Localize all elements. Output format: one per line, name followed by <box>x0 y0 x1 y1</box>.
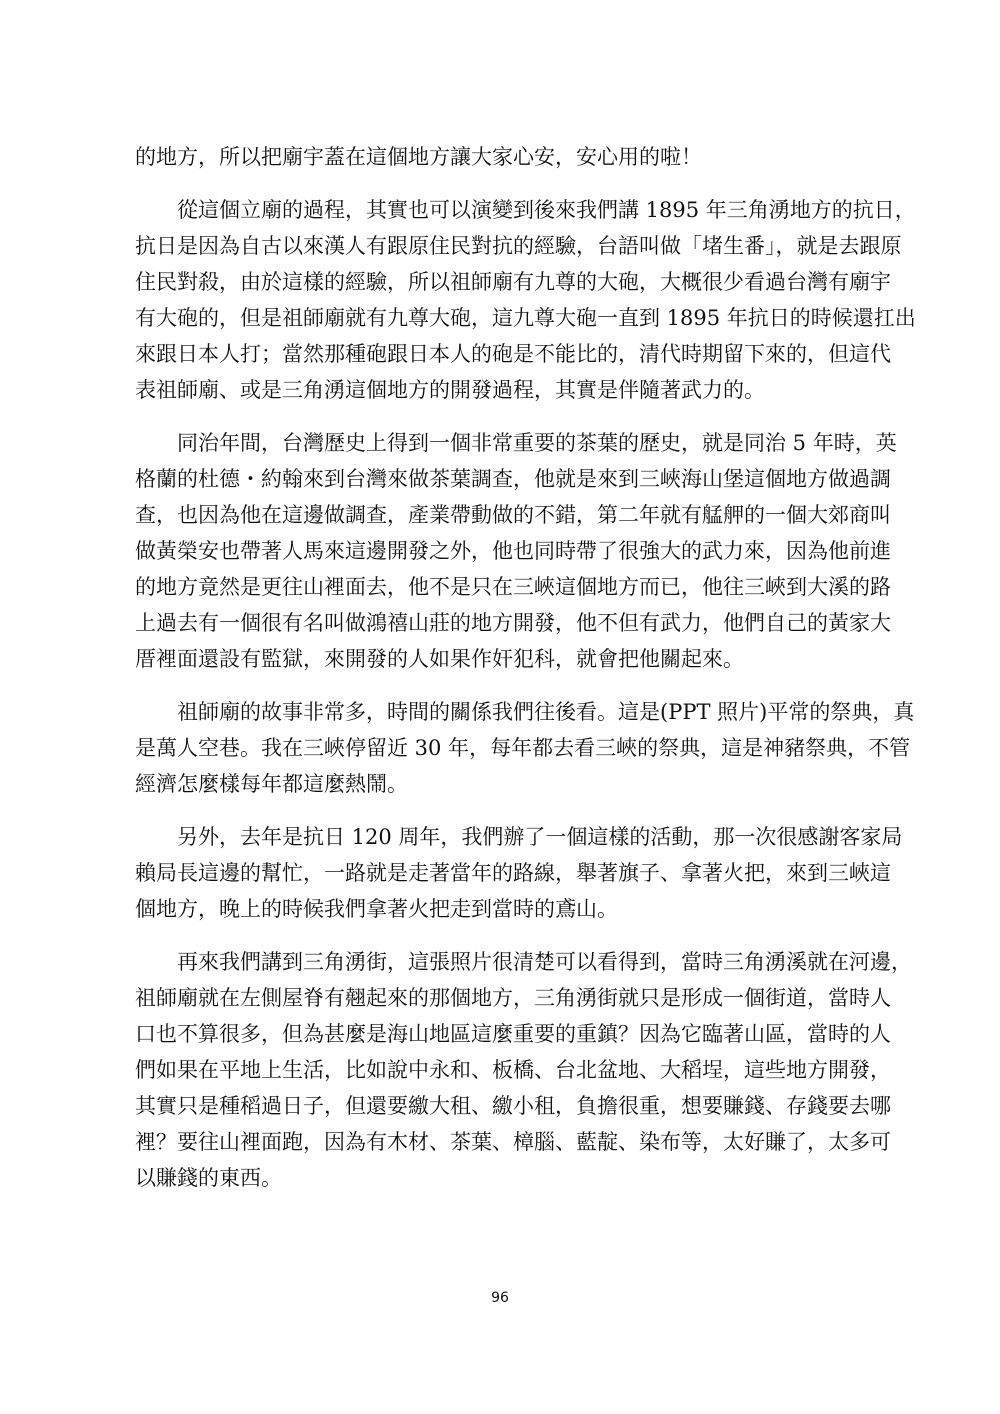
text-line: 格蘭的杜德・約翰來到台灣來做茶葉調查，他就是來到三峽海山堡這個地方做過調 <box>135 467 891 491</box>
text-line: 住民對殺，由於這樣的經驗，所以祖師廟有九尊的大砲，大概很少看過台灣有廟宇 <box>135 270 891 294</box>
text-line: 表祖師廟、或是三角湧這個地方的開發過程，其實是伴隨著武力的。 <box>135 378 765 402</box>
text-line: 另外，去年是抗日 120 周年，我們辦了一個這樣的活動，那一次很感謝客家局 <box>177 825 903 849</box>
paragraph-gap <box>135 802 867 819</box>
text-line: 們如果在平地上生活，比如說中永和、板橋、台北盆地、大稻埕，這些地方開發， <box>135 1058 891 1082</box>
text-line: 同治年間，台灣歷史上得到一個非常重要的茶葉的歷史，就是同治 5 年時，英 <box>177 431 897 455</box>
paragraph-3 <box>135 425 897 677</box>
paragraph-gap <box>135 927 867 944</box>
paragraph-4 <box>135 694 915 802</box>
text-line: 上過去有一個很有名叫做鴻禧山莊的地方開發，他不但有武力，他們自己的黃家大 <box>135 611 891 635</box>
paragraph-gap <box>135 677 867 694</box>
paragraph-6 <box>135 944 912 1196</box>
text-line: 做黃榮安也帶著人馬來這邊開發之外，他也同時帶了很強大的武力來，因為他前進 <box>135 539 891 563</box>
text-line: 經濟怎麼樣每年都這麼熱鬧。 <box>135 772 408 796</box>
text-line: 的地方竟然是更往山裡面去，他不是只在三峽這個地方而已，他往三峽到大溪的路 <box>135 575 891 599</box>
text-line: 從這個立廟的過程，其實也可以演變到後來我們講 1895 年三角湧地方的抗日， <box>177 198 916 222</box>
text-line: 厝裡面還設有監獄，來開發的人如果作奸犯科，就會把他關起來。 <box>135 647 744 671</box>
text-line: 的地方，所以把廟宇蓋在這個地方讓大家心安，安心用的啦！ <box>135 145 702 169</box>
text-line: 再來我們講到三角湧街，這張照片很清楚可以看得到，當時三角湧溪就在河邊， <box>177 950 912 974</box>
page-number: 96 <box>491 1290 509 1306</box>
text-line: 其實只是種稻過日子，但還要繳大租、繳小租，負擔很重，想要賺錢、存錢要去哪 <box>135 1094 891 1118</box>
paragraph-1 <box>135 139 867 175</box>
text-line: 是萬人空巷。我在三峽停留近 30 年，每年都去看三峽的祭典，這是神豬祭典，不管 <box>135 736 911 760</box>
text-line: 個地方，晚上的時候我們拿著火把走到當時的鳶山。 <box>135 897 618 921</box>
paragraph-gap <box>135 408 867 425</box>
text-body <box>135 139 916 1196</box>
text-line: 賴局長這邊的幫忙，一路就是走著當年的路線，舉著旗子、拿著火把，來到三峽這 <box>135 861 891 885</box>
text-line: 抗日是因為自古以來漢人有跟原住民對抗的經驗，台語叫做「堵生番」，就是去跟原 <box>135 234 902 258</box>
text-line: 裡？要往山裡面跑，因為有木材、茶葉、樟腦、藍靛、染布等，太好賺了，太多可 <box>135 1130 891 1154</box>
paragraph-2 <box>135 192 916 408</box>
paragraph-5 <box>135 819 903 927</box>
text-line: 查，也因為他在這邊做調查，產業帶動做的不錯，第二年就有艋舺的一個大郊商叫 <box>135 503 891 527</box>
text-line: 祖師廟的故事非常多，時間的關係我們往後看。這是(PPT 照片)平常的祭典，真 <box>177 700 915 724</box>
text-line: 祖師廟就在左側屋脊有翹起來的那個地方，三角湧街就只是形成一個街道，當時人 <box>135 986 891 1010</box>
paragraph-gap <box>135 175 867 192</box>
text-line: 來跟日本人打；當然那種砲跟日本人的砲是不能比的，清代時期留下來的，但這代 <box>135 342 891 366</box>
text-line: 以賺錢的東西。 <box>135 1166 282 1190</box>
text-line: 有大砲的，但是祖師廟就有九尊大砲，這九尊大砲一直到 1895 年抗日的時候還扛出 <box>135 306 916 330</box>
text-line: 口也不算很多，但為甚麼是海山地區這麼重要的重鎮？因為它臨著山區，當時的人 <box>135 1022 891 1046</box>
